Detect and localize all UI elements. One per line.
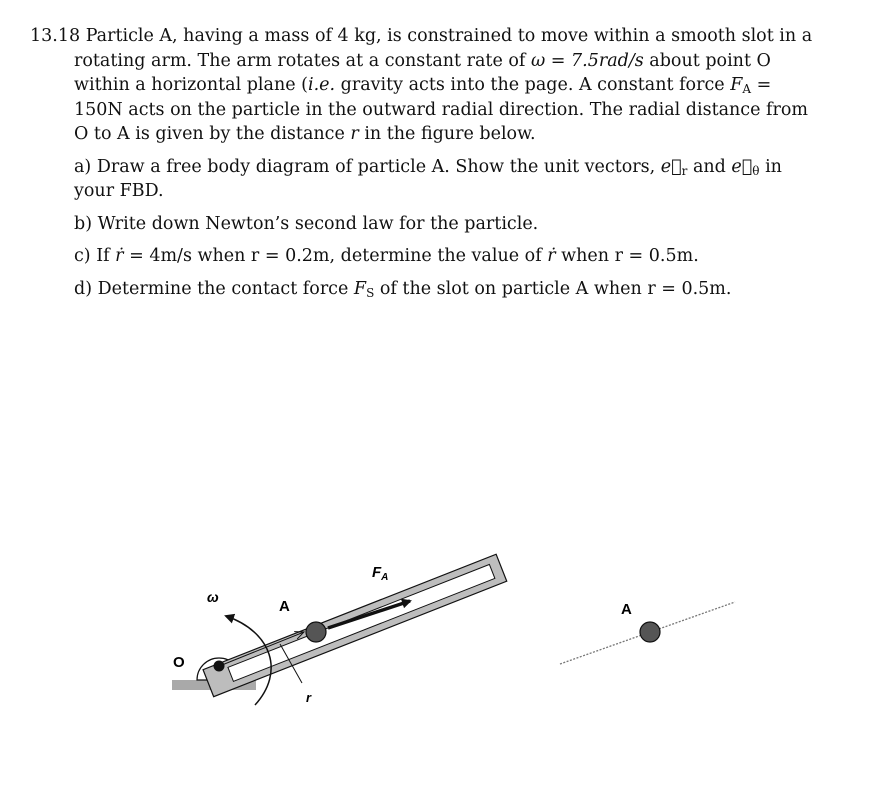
part-b: b) Write down Newton’s second law for the particle. <box>74 213 539 234</box>
slotted-arm <box>203 554 507 696</box>
label-omega: ω <box>207 589 219 605</box>
label-o: O <box>173 654 185 671</box>
part-c: c) If ṙ = 4m/s when r = 0.2m, determine the value of ṙ when r = 0.5m. <box>74 246 699 266</box>
part-d: d) Determine the contact force $F_S$ of the slot on particle A when r = 0.5m. <box>74 278 732 300</box>
fbd-particle-a <box>640 622 660 642</box>
fbd-label-a: A <box>621 601 632 618</box>
label-a: A <box>279 598 290 615</box>
omega-equation: ω = 7.5rad/s <box>530 50 644 71</box>
part-a: a) Draw a free body diagram of particle A. Show the unit vectors, $e⃗_r$ and $e⃗_\theta$ in your FBD. <box>74 156 782 201</box>
force-value: = 150N <box>74 75 772 120</box>
pivot-point-o <box>214 661 225 672</box>
label-fa: $F_A$ <box>372 564 389 583</box>
particle-a <box>306 622 326 642</box>
problem-number: 13.18 <box>30 26 81 46</box>
problem-statement: 13.18 Particle A, having a mass of 4 kg, is constrained to move within a smooth slot in a rotating arm. The arm rotates at a constant rate of ω = 7.5rad/s about point O within a horizontal plane (i.e. gravity acts into the page. A constant force $F_A = 150N$ acts on the particle in the outward radial direction. The radial distance from O to A is given by the distance r in the figure below. <box>30 26 813 144</box>
label-r: r <box>306 690 312 705</box>
